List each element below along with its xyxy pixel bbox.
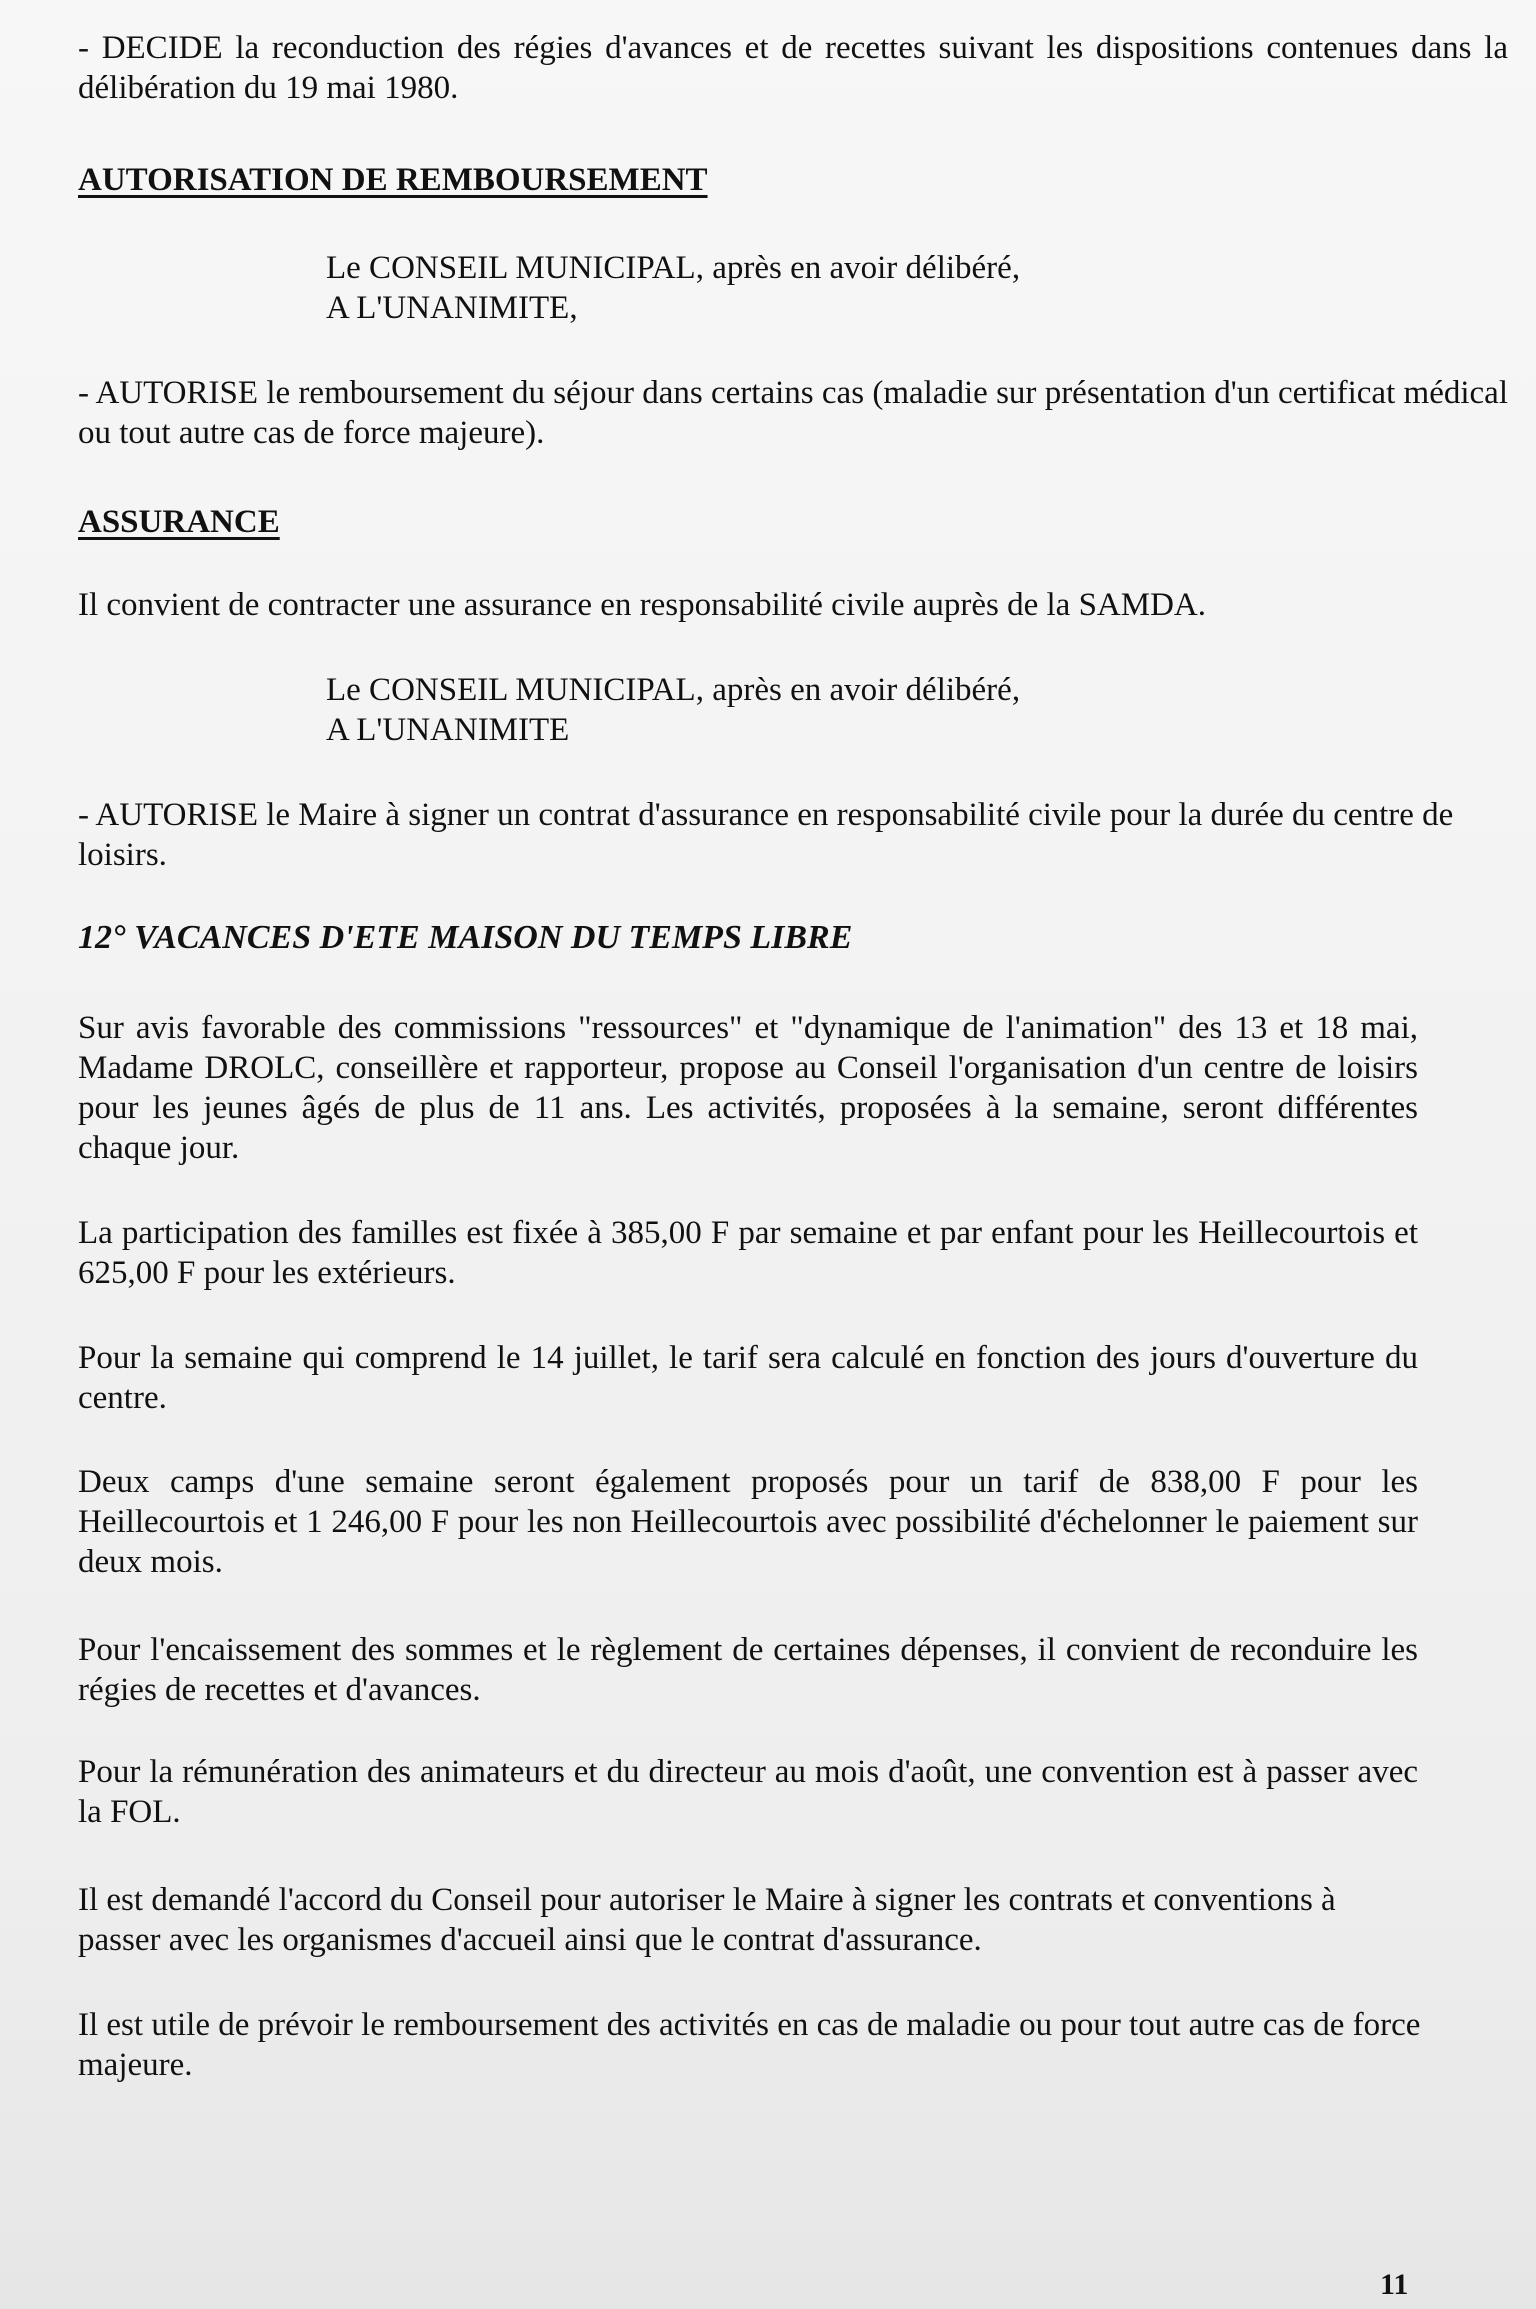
remboursement-heading: AUTORISATION DE REMBOURSEMENT [78, 162, 708, 198]
vacances-paragraph-block [78, 1338, 1418, 1418]
vacances-paragraph-block [78, 1008, 1418, 1168]
assurance-intro-block [78, 585, 1508, 625]
remboursement-decision-block [78, 373, 1508, 453]
assurance-intro: Il convient de contracter une assurance en responsabilité civile auprès de la SAMDA. [78, 587, 1207, 623]
vacances-paragraph: Pour la rémunération des animateurs et du directeur au mois d'août, une convention est à passer avec la FOL. [78, 1754, 1418, 1830]
decide-paragraph-block [78, 28, 1508, 108]
council-statement: Le CONSEIL MUNICIPAL, après en avoir délibéré, [326, 672, 1021, 708]
remboursement-section [78, 160, 1508, 200]
vacances-paragraph: La participation des familles est fixée à 385,00 F par semaine et par enfant pour les Heillecourtois et 625,00 F pour les extérieurs. [78, 1215, 1418, 1291]
vacances-paragraph: Sur avis favorable des commissions "ressources" et "dynamique de l'animation" des 13 et 18 mai, Madame DROLC, conseillère et rapporteur, propose au Conseil l'organisation d'un centre de loisirs pour les jeunes âgés de plus de 11 ans. Les activités, proposées à la semaine, seront différentes chaque jour. [78, 1010, 1418, 1166]
decide-paragraph: - DECIDE la reconduction des régies d'avances et de recettes suivant les dispositions contenues dans la délibération du 19 mai 1980. [78, 30, 1508, 106]
vacances-paragraph-block [78, 1630, 1418, 1710]
vacances-paragraph: Il est utile de prévoir le remboursement des activités en cas de maladie ou pour tout autre cas de force majeure. [78, 2007, 1421, 2083]
vacances-paragraph-block [78, 1213, 1418, 1293]
vacances-paragraph: Pour l'encaissement des sommes et le règlement de certaines dépenses, il convient de reconduire les régies de recettes et d'avances. [78, 1632, 1418, 1708]
assurance-council-block [78, 670, 1508, 750]
unanimity-statement: A L'UNANIMITE [326, 712, 570, 748]
page-number: 11 [1380, 2268, 1409, 2301]
vacances-paragraph-block [78, 1752, 1418, 1832]
assurance-decision-block [78, 795, 1508, 875]
remboursement-decision: - AUTORISE le remboursement du séjour dans certains cas (maladie sur présentation d'un certificat médical ou tout autre cas de force majeure). [78, 375, 1508, 451]
vacances-section [78, 918, 1508, 958]
vacances-paragraph: Il est demandé l'accord du Conseil pour autoriser le Maire à signer les contrats et conventions à passer avec les organismes d'accueil ainsi que le contrat d'assurance. [78, 1882, 1336, 1958]
council-statement: Le CONSEIL MUNICIPAL, après en avoir délibéré, [326, 250, 1021, 286]
vacances-paragraph-block [78, 2005, 1518, 2085]
vacances-paragraph-block [78, 1462, 1418, 1582]
unanimity-statement: A L'UNANIMITE, [326, 290, 578, 326]
assurance-section [78, 502, 1508, 542]
assurance-heading: ASSURANCE [78, 504, 280, 540]
assurance-decision: - AUTORISE le Maire à signer un contrat d'assurance en responsabilité civile pour la durée du centre de loisirs. [78, 797, 1454, 873]
vacances-paragraph: Pour la semaine qui comprend le 14 juillet, le tarif sera calculé en fonction des jours d'ouverture du centre. [78, 1340, 1418, 1416]
remboursement-council-block [78, 248, 1508, 328]
vacances-paragraph-block [78, 1880, 1418, 1960]
vacances-title: 12° VACANCES D'ETE MAISON DU TEMPS LIBRE [78, 919, 853, 956]
vacances-paragraph: Deux camps d'une semaine seront également proposés pour un tarif de 838,00 F pour les Heillecourtois et 1 246,00 F pour les non Heillecourtois avec possibilité d'échelonner le paiement sur deux mois. [78, 1464, 1418, 1580]
